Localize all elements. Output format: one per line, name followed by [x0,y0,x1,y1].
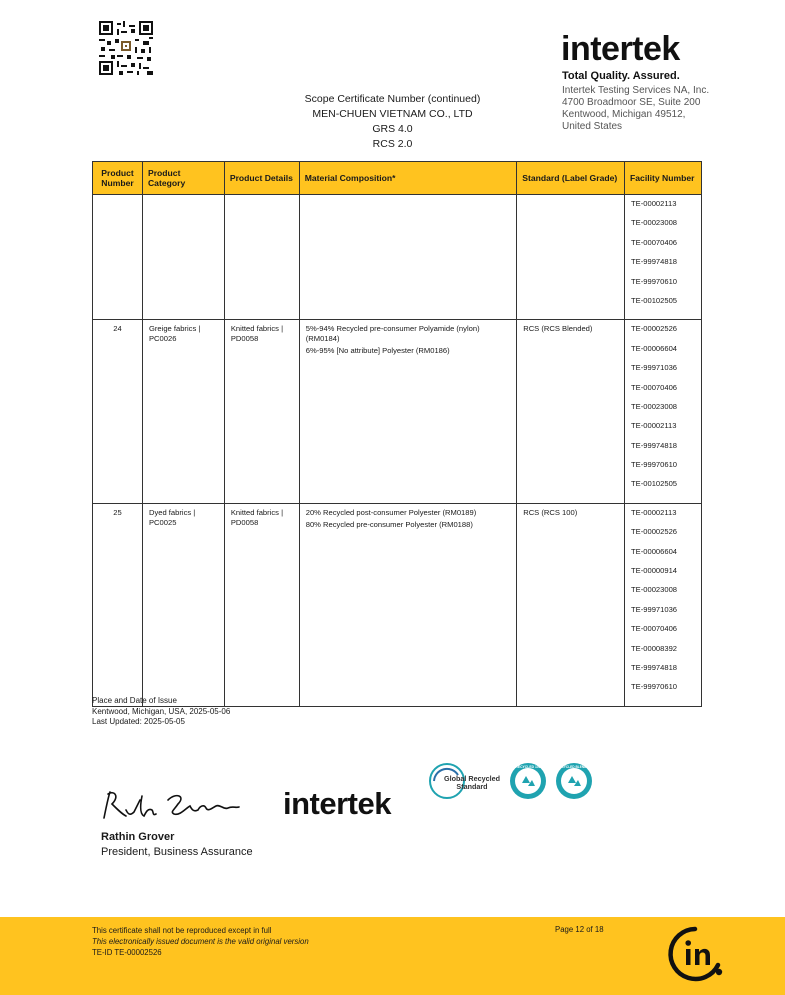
cell-product-number: 24 [93,320,143,504]
company-name: MEN-CHUEN VIETNAM CO., LTD [312,108,473,120]
facility-id: TE-00070406 [631,624,678,634]
issue-label: Place and Date of Issue [92,696,177,705]
cell-material-composition [299,503,516,706]
facility-id: TE-00023008 [631,218,678,228]
composition-line: 20% Recycled post-consumer Polyester (RM0189) [305,507,477,517]
table-row [93,195,702,320]
cell-product-category [142,195,224,320]
facility-id: TE-00002526 [631,527,678,537]
facility-id: TE-99971036 [631,363,678,373]
address-line: 4700 Broadmoor SE, Suite 200 [562,97,701,108]
facility-id: TE-00002113 [631,199,677,208]
issue-info [92,696,230,728]
page-number: Page 12 of 18 [555,925,604,934]
footer-te-id: TE-ID TE-00002526 [92,948,162,957]
header-standard: Standard (Label Grade) [517,162,625,195]
tagline: Total Quality. Assured. [562,70,680,82]
header-product-number: Product Number [93,162,143,195]
rcs-blended-badge-text: RECYCLED BLENDED [557,765,591,769]
footer-line: This electronically issued document is the valid original version [92,937,309,946]
cell-product-number: 25 [93,503,143,706]
cell-standard [517,195,625,320]
rcs-100-badge-icon [509,762,547,800]
facility-id: TE-00000914 [631,566,678,576]
facility-id: TE-00002113 [631,507,677,517]
facility-id: TE-99970610 [631,276,678,286]
composition-line: 5%-94% Recycled pre-consumer Polyamide (nylon) (RM0184) [305,324,480,344]
scope-table [92,161,702,707]
header-product-details: Product Details [224,162,299,195]
cell-product-details [224,195,299,320]
facility-id: TE-00023008 [631,401,678,411]
grs-badge-text-2: Standard [456,782,488,791]
cell-material-composition [299,195,516,320]
facility-id: TE-99970610 [631,682,678,692]
address-block [562,85,709,133]
facility-id: TE-00002526 [631,324,678,334]
facility-id: TE-99971036 [631,604,678,614]
grs-badge-text-1: Global Recycled [444,774,500,783]
grs-badge-icon [428,762,502,800]
intertek-in-logo-icon [666,925,724,983]
facility-id: TE-99974818 [631,440,678,450]
certificate-title [285,92,500,152]
standard-rcs: RCS 2.0 [372,138,413,150]
standard-grs: GRS 4.0 [372,123,413,135]
header-facility-number: Facility Number [625,162,702,195]
cell-product-category: Greige fabrics | PC0026 [142,320,224,504]
table-row [93,320,702,504]
cell-product-details: Knitted fabrics | PD0058 [224,503,299,706]
footer-notice [92,925,309,958]
intertek-logo-bottom: intertek [283,786,391,821]
facility-id: TE-00002113 [631,421,677,431]
composition-line: 6%-95% [No attribute] Polyester (RM0186) [305,346,450,356]
facility-id: TE-00006604 [631,546,678,556]
facility-id: TE-00102505 [631,295,678,305]
rcs-blended-badge-icon [555,762,593,800]
last-updated: Last Updated: 2025-05-05 [92,717,185,726]
address-line: Kentwood, Michigan 49512, [562,109,686,120]
header-product-category: Product Category [142,162,224,195]
facility-id: TE-00102505 [631,479,678,489]
cell-product-number [93,195,143,320]
rcs-100-badge-text: RECYCLED 100 [515,765,541,769]
cell-facility-number [625,320,702,504]
title-line: Scope Certificate Number (continued) [304,93,481,105]
cell-product-details: Knitted fabrics | PD0058 [224,320,299,504]
composition-line: 80% Recycled pre-consumer Polyester (RM0188) [305,519,473,529]
intertek-logo: intertek [561,30,680,68]
cell-standard: RCS (RCS Blended) [517,320,625,504]
cell-facility-number [625,195,702,320]
handwritten-signature [96,786,241,826]
table-header-row [93,162,702,195]
facility-id: TE-99974818 [631,257,678,267]
address-line: Intertek Testing Services NA, Inc. [562,85,710,96]
qr-code-icon [99,21,153,75]
cell-material-composition [299,320,516,504]
address-line: United States [562,121,623,132]
facility-id: TE-99974818 [631,662,678,672]
facility-id: TE-00070406 [631,382,678,392]
facility-id: TE-00023008 [631,585,678,595]
facility-id: TE-00070406 [631,237,678,247]
facility-id: TE-00008392 [631,643,678,653]
footer-line: This certificate shall not be reproduced except in full [92,926,272,935]
table-row [93,503,702,706]
header-material-composition: Material Composition* [299,162,516,195]
signer-name: Rathin Grover [101,831,175,843]
facility-id: TE-99970610 [631,460,678,470]
cell-facility-number [625,503,702,706]
facility-id: TE-00006604 [631,343,678,353]
cell-standard: RCS (RCS 100) [517,503,625,706]
signer-title: President, Business Assurance [101,846,253,858]
issue-place-date: Kentwood, Michigan, USA, 2025-05-06 [92,706,231,716]
cell-product-category: Dyed fabrics | PC0025 [142,503,224,706]
